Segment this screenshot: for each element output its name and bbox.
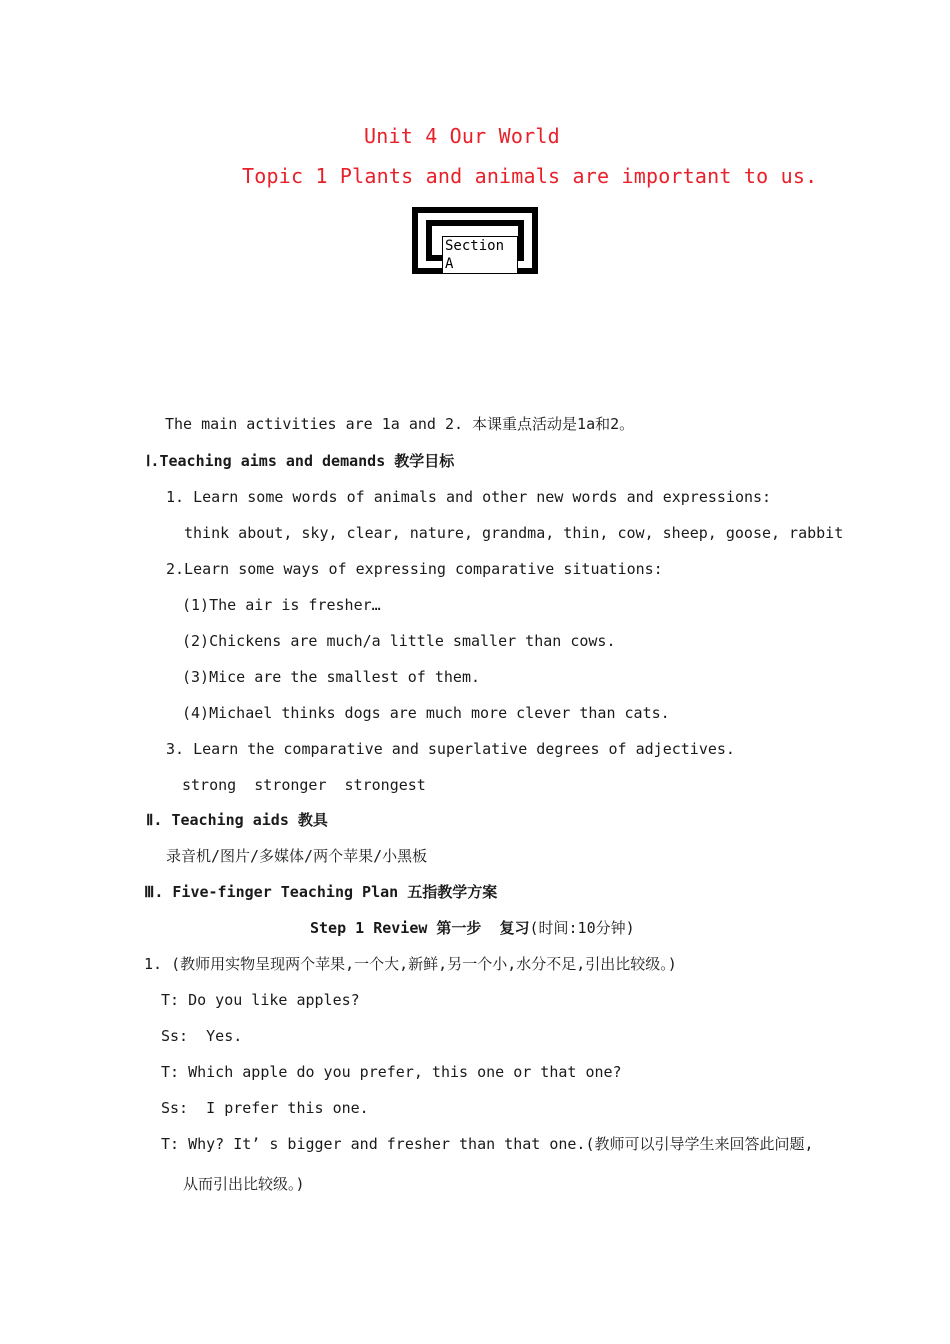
step1-item-1: 1. (教师用实物呈现两个苹果,一个大,新鲜,另一个小,水分不足,引出比较级。) bbox=[144, 955, 677, 973]
aims-item-3: 3. Learn the comparative and superlative degrees of adjectives. bbox=[166, 740, 735, 758]
aims-item-2-example: (1)The air is fresher… bbox=[182, 596, 381, 614]
dialog-line: T: Which apple do you prefer, this one or that one? bbox=[161, 1063, 622, 1081]
aims-item-2-example: (2)Chickens are much/a little smaller than cows. bbox=[182, 632, 616, 650]
aims-item-3-example: strong stronger strongest bbox=[182, 776, 426, 794]
intro-text: The main activities are 1a and 2. 本课重点活动是1a和2。 bbox=[165, 415, 635, 433]
section-frame-inner bbox=[426, 220, 524, 272]
section-frame bbox=[412, 207, 538, 274]
aims-item-1-words: think about, sky, clear, nature, grandma, thin, cow, sheep, goose, rabbit bbox=[184, 524, 844, 542]
dialog-line: Ss: I prefer this one. bbox=[161, 1099, 369, 1117]
aims-heading: Ⅰ.Teaching aims and demands 教学目标 bbox=[146, 452, 455, 470]
plan-heading: Ⅲ. Five-finger Teaching Plan 五指教学方案 bbox=[144, 883, 498, 901]
aids-heading: Ⅱ. Teaching aids 教具 bbox=[146, 811, 328, 829]
aims-item-2: 2.Learn some ways of expressing comparative situations: bbox=[166, 560, 663, 578]
dialog-line: T: Do you like apples? bbox=[161, 991, 360, 1009]
unit-title: Unit 4 Our World bbox=[364, 124, 560, 148]
aims-item-2-example: (4)Michael thinks dogs are much more clever than cats. bbox=[182, 704, 670, 722]
dialog-line: 从而引出比较级。) bbox=[183, 1175, 305, 1193]
step1-heading bbox=[310, 918, 635, 938]
dialog-line: T: Why? It’ s bigger and fresher than that one.(教师可以引导学生来回答此问题, bbox=[161, 1135, 814, 1153]
aims-item-1: 1. Learn some words of animals and other new words and expressions: bbox=[166, 488, 772, 506]
step1-label: Step 1 Review 第一步 复习 bbox=[310, 919, 530, 937]
section-label: Section A bbox=[442, 236, 518, 274]
topic-title: Topic 1 Plants and animals are important to us. bbox=[242, 164, 818, 188]
step1-time: (时间:10分钟) bbox=[529, 919, 635, 937]
aims-item-2-example: (3)Mice are the smallest of them. bbox=[182, 668, 481, 686]
dialog-line: Ss: Yes. bbox=[161, 1027, 243, 1045]
aids-list: 录音机/图片/多媒体/两个苹果/小黑板 bbox=[166, 847, 428, 865]
